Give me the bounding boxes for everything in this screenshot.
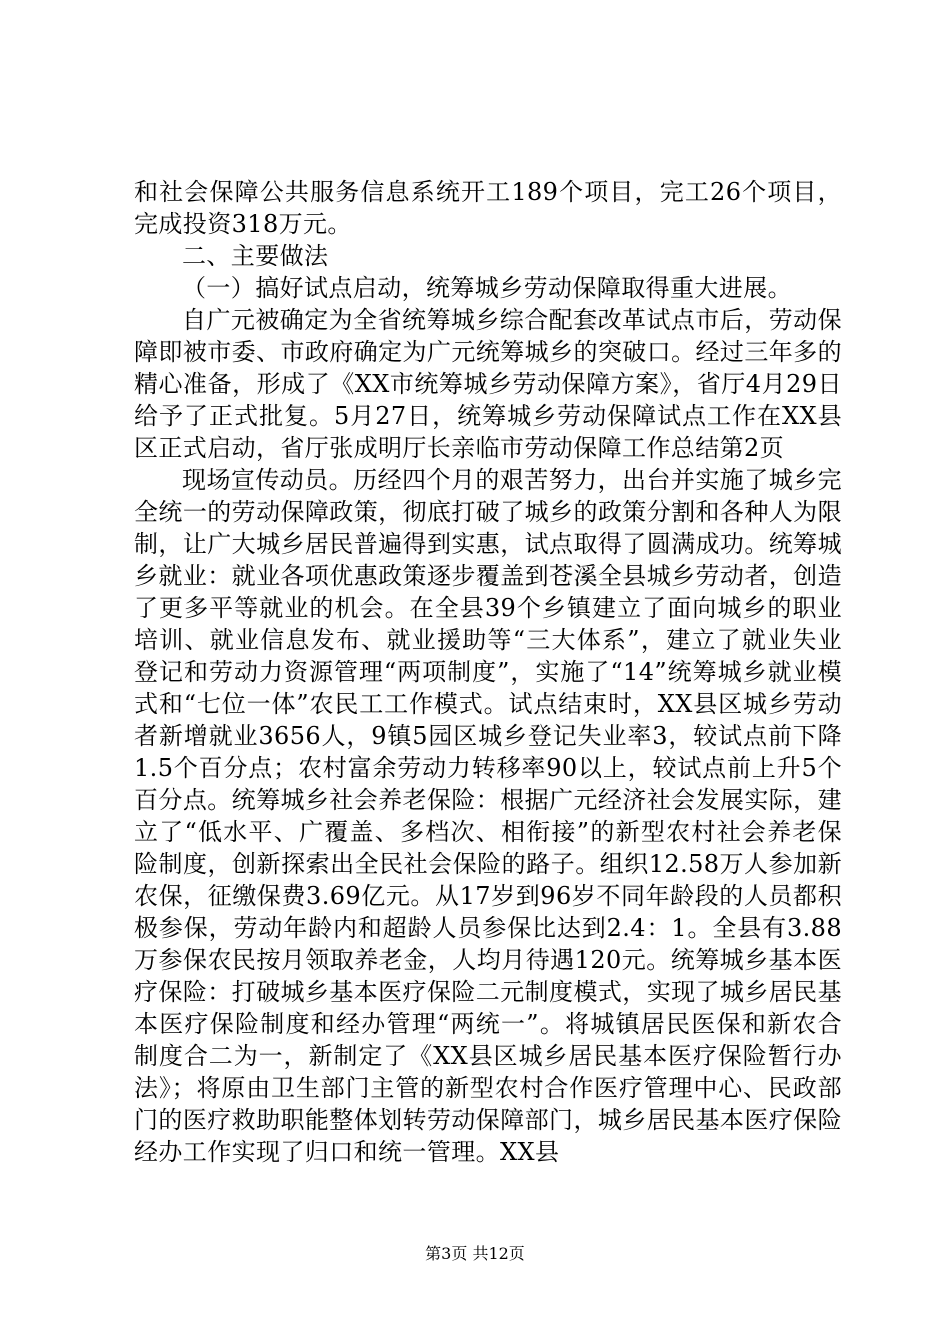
document-body <box>134 176 842 1168</box>
section-heading: 二、主要做法 <box>182 242 329 270</box>
paragraph-continuation: 和社会保障公共服务信息系统开工189个项目，完工26个项目，完成投资318万元。 <box>134 178 842 238</box>
subsection-heading: （一）搞好试点启动，统筹城乡劳动保障取得重大进展。 <box>182 274 792 302</box>
page-footer: 第3页 共12页 <box>425 1244 525 1263</box>
body-paragraph: 现场宣传动员。历经四个月的艰苦努力，出台并实施了城乡完全统一的劳动保障政策，彻底打破了城乡的政策分割和各种人为限制，让广大城乡居民普遍得到实惠，试点取得了圆满成功。统筹城乡就业：就业各项优惠政策逐步覆盖到苍溪全县城乡劳动者，创造了更多平等就业的机会。在全县39个乡镇建立了面向城乡的职业培训、就业信息发布、就业援助等“三大体系”，建立了就业失业登记和劳动力资源管理“两项制度”，实施了“14”统筹城乡就业模式和“七位一体”农民工工作模式。试点结束时，XX县区城乡劳动者新增就业3656人，9镇5园区城乡登记失业率3，较试点前下降1.5个百分点；农村富余劳动力转移率90以上，较试点前上升5个百分点。统筹城乡社会养老保险：根据广元经济社会发展实际，建立了“低水平、广覆盖、多档次、相衔接”的新型农村社会养老保险制度，创新探索出全民社会保险的路子。组织12.58万人参加新农保，征缴保费3.69亿元。从17岁到96岁不同年龄段的人员都积极参保，劳动年龄内和超龄人员参保比达到2.4：1。全县有3.88万参保农民按月领取养老金，人均月待遇120元。统筹城乡基本医疗保险：打破城乡基本医疗保险二元制度模式，实现了城乡居民基本医疗保险制度和经办管理“两统一”。将城镇居民医保和新农合制度合二为一，新制定了《XX县区城乡居民基本医疗保险暂行办法》；将原由卫生部门主管的新型农村合作医疗管理中心、民政部门的医疗救助职能整体划转劳动保障部门，城乡居民基本医疗保险经办工作实现了归口和统一管理。XX县 <box>134 466 842 1166</box>
body-paragraph: 自广元被确定为全省统筹城乡综合配套改革试点市后，劳动保障即被市委、市政府确定为广元统筹城乡的突破口。经过三年多的精心准备，形成了《XX市统筹城乡劳动保障方案》，省厅4月29日给予了正式批复。5月27日，统筹城乡劳动保障试点工作在XX县区正式启动，省厅张成明厅长亲临市劳动保障工作总结第2页 <box>134 306 842 462</box>
